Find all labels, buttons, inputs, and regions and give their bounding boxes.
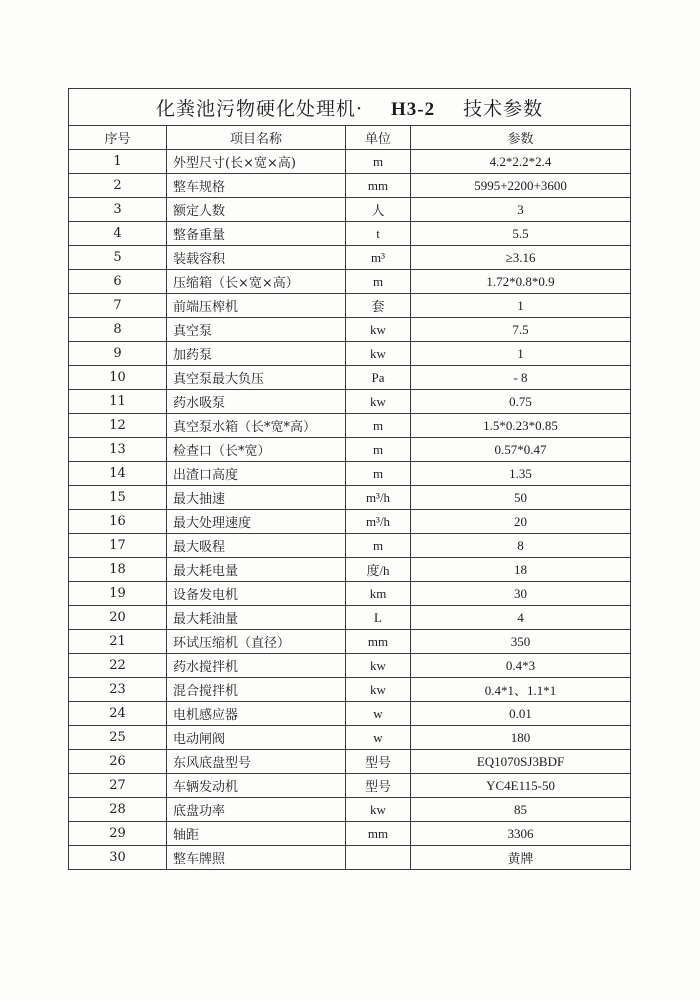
item-name: 车辆发动机 [167, 774, 346, 798]
table-row [69, 198, 631, 222]
item-name: 出渣口高度 [167, 462, 346, 486]
header-value: 参数 [411, 126, 631, 150]
table-row [69, 318, 631, 342]
row-no: 16 [69, 510, 167, 534]
item-value: 180 [411, 726, 631, 750]
item-unit: kw [346, 342, 411, 366]
item-unit: m³ [346, 246, 411, 270]
item-value: 0.4*1、1.1*1 [411, 678, 631, 702]
item-value: 1.5*0.23*0.85 [411, 414, 631, 438]
item-value: 0.01 [411, 702, 631, 726]
table-row [69, 390, 631, 414]
table-row [69, 246, 631, 270]
table-row [69, 222, 631, 246]
table-row [69, 606, 631, 630]
header-unit: 单位 [346, 126, 411, 150]
item-value: 1.35 [411, 462, 631, 486]
item-unit: w [346, 702, 411, 726]
table-body [69, 150, 631, 870]
table-row [69, 294, 631, 318]
item-unit: kw [346, 390, 411, 414]
item-value: 3306 [411, 822, 631, 846]
table-row [69, 654, 631, 678]
item-value: 30 [411, 582, 631, 606]
item-unit: w [346, 726, 411, 750]
item-unit: mm [346, 822, 411, 846]
item-name: 电机感应器 [167, 702, 346, 726]
row-no: 12 [69, 414, 167, 438]
table-row [69, 486, 631, 510]
item-value: - 8 [411, 366, 631, 390]
item-value: 50 [411, 486, 631, 510]
table-row [69, 582, 631, 606]
document-title [69, 89, 631, 126]
row-no: 4 [69, 222, 167, 246]
item-unit: Pa [346, 366, 411, 390]
row-no: 17 [69, 534, 167, 558]
item-value: YC4E115-50 [411, 774, 631, 798]
title-model-code: H3-2 [390, 98, 436, 120]
item-name: 设备发电机 [167, 582, 346, 606]
item-unit: mm [346, 630, 411, 654]
row-no: 1 [69, 150, 167, 174]
item-name: 检查口（长*宽） [167, 438, 346, 462]
row-no: 27 [69, 774, 167, 798]
item-value: 85 [411, 798, 631, 822]
item-unit: m [346, 534, 411, 558]
item-unit: 人 [346, 198, 411, 222]
item-value: 5.5 [411, 222, 631, 246]
row-no: 11 [69, 390, 167, 414]
row-no: 3 [69, 198, 167, 222]
item-name: 前端压榨机 [167, 294, 346, 318]
table-row [69, 150, 631, 174]
item-name: 混合搅拌机 [167, 678, 346, 702]
item-value: 4.2*2.2*2.4 [411, 150, 631, 174]
row-no: 14 [69, 462, 167, 486]
item-value: 18 [411, 558, 631, 582]
item-unit: L [346, 606, 411, 630]
table-row [69, 822, 631, 846]
row-no: 29 [69, 822, 167, 846]
header-row [69, 126, 631, 150]
item-unit: kw [346, 318, 411, 342]
item-name: 整车牌照 [167, 846, 346, 870]
item-name: 最大处理速度 [167, 510, 346, 534]
item-name: 装载容积 [167, 246, 346, 270]
table-row [69, 270, 631, 294]
item-unit: m [346, 150, 411, 174]
row-no: 7 [69, 294, 167, 318]
item-value: 0.57*0.47 [411, 438, 631, 462]
table-row [69, 630, 631, 654]
item-unit: m³/h [346, 510, 411, 534]
row-no: 10 [69, 366, 167, 390]
table-row [69, 678, 631, 702]
item-unit: m [346, 438, 411, 462]
item-name: 轴距 [167, 822, 346, 846]
item-name: 真空泵最大负压 [167, 366, 346, 390]
item-value: 黄牌 [411, 846, 631, 870]
item-unit: 型号 [346, 750, 411, 774]
row-no: 18 [69, 558, 167, 582]
spec-table [68, 88, 631, 870]
item-name: 最大抽速 [167, 486, 346, 510]
title-suffix: 技术参数 [463, 97, 544, 120]
item-name: 东风底盘型号 [167, 750, 346, 774]
row-no: 25 [69, 726, 167, 750]
item-value: 20 [411, 510, 631, 534]
item-name: 外型尺寸(长×宽×高) [167, 150, 346, 174]
table-row [69, 534, 631, 558]
table-row [69, 750, 631, 774]
item-value: ≥3.16 [411, 246, 631, 270]
item-unit: km [346, 582, 411, 606]
item-value: 0.4*3 [411, 654, 631, 678]
item-value: 8 [411, 534, 631, 558]
item-unit: m³/h [346, 486, 411, 510]
row-no: 28 [69, 798, 167, 822]
row-no: 30 [69, 846, 167, 870]
item-name: 额定人数 [167, 198, 346, 222]
item-unit: m [346, 462, 411, 486]
title-row [69, 89, 631, 126]
item-value: 4 [411, 606, 631, 630]
table-row [69, 726, 631, 750]
item-unit: 度/h [346, 558, 411, 582]
table-row [69, 702, 631, 726]
item-name: 加药泵 [167, 342, 346, 366]
item-name: 电动闸阀 [167, 726, 346, 750]
row-no: 9 [69, 342, 167, 366]
item-unit: 套 [346, 294, 411, 318]
item-name: 药水吸泵 [167, 390, 346, 414]
item-value: 0.75 [411, 390, 631, 414]
item-value: 5995+2200+3600 [411, 174, 631, 198]
row-no: 19 [69, 582, 167, 606]
item-value: 1.72*0.8*0.9 [411, 270, 631, 294]
row-no: 13 [69, 438, 167, 462]
item-unit: kw [346, 798, 411, 822]
item-value: 7.5 [411, 318, 631, 342]
item-name: 药水搅拌机 [167, 654, 346, 678]
row-no: 2 [69, 174, 167, 198]
row-no: 21 [69, 630, 167, 654]
table-row [69, 510, 631, 534]
item-name: 整车规格 [167, 174, 346, 198]
header-no: 序号 [69, 126, 167, 150]
item-value: 1 [411, 342, 631, 366]
row-no: 8 [69, 318, 167, 342]
item-name: 真空泵 [167, 318, 346, 342]
table-row [69, 414, 631, 438]
item-unit: kw [346, 654, 411, 678]
row-no: 20 [69, 606, 167, 630]
item-unit: t [346, 222, 411, 246]
item-name: 底盘功率 [167, 798, 346, 822]
table-row [69, 558, 631, 582]
item-value: 350 [411, 630, 631, 654]
item-unit: kw [346, 678, 411, 702]
item-name: 真空泵水箱（长*宽*高） [167, 414, 346, 438]
table-row [69, 366, 631, 390]
item-name: 最大吸程 [167, 534, 346, 558]
item-name: 最大耗油量 [167, 606, 346, 630]
header-name: 项目名称 [167, 126, 346, 150]
table-row [69, 462, 631, 486]
item-name: 最大耗电量 [167, 558, 346, 582]
item-name: 压缩箱（长×宽×高） [167, 270, 346, 294]
table-row [69, 174, 631, 198]
table-row [69, 798, 631, 822]
item-unit: mm [346, 174, 411, 198]
item-value: 1 [411, 294, 631, 318]
row-no: 5 [69, 246, 167, 270]
row-no: 22 [69, 654, 167, 678]
item-unit [346, 846, 411, 870]
item-value: EQ1070SJ3BDF [411, 750, 631, 774]
row-no: 23 [69, 678, 167, 702]
table-row [69, 774, 631, 798]
row-no: 26 [69, 750, 167, 774]
row-no: 24 [69, 702, 167, 726]
item-unit: m [346, 414, 411, 438]
table-row [69, 438, 631, 462]
item-name: 环试压缩机（直径） [167, 630, 346, 654]
table-row [69, 846, 631, 870]
title-prefix: 化粪池污物硬化处理机· [155, 97, 363, 120]
item-unit: 型号 [346, 774, 411, 798]
row-no: 6 [69, 270, 167, 294]
item-name: 整备重量 [167, 222, 346, 246]
row-no: 15 [69, 486, 167, 510]
item-value: 3 [411, 198, 631, 222]
table-row [69, 342, 631, 366]
item-unit: m [346, 270, 411, 294]
